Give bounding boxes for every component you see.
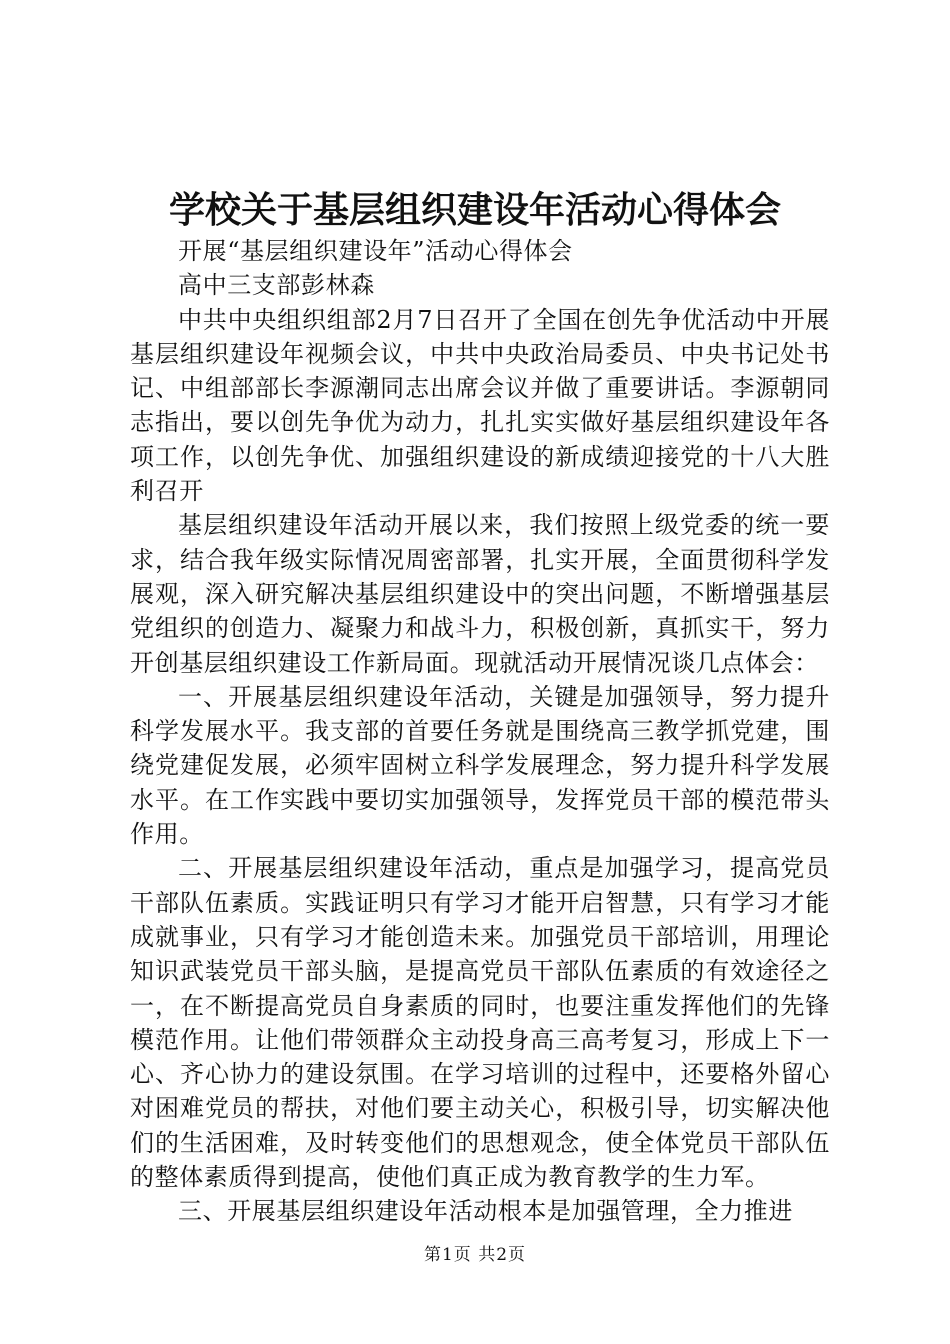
paragraph: 三、开展基层组织建设年活动根本是加强管理，全力推进 xyxy=(178,1197,793,1226)
document-body xyxy=(130,234,830,1229)
paragraph: 二、开展基层组织建设年活动，重点是加强学习，提高党员干部队伍素质。实践证明只有学习才能开启智慧，只有学习才能成就事业，只有学习才能创造未来。加强党员干部培训，用理论知识武装党员干部头脑，是提高党员干部队伍素质的有效途径之一，在不断提高党员自身素质的同时，也要注重发挥他们的先锋模范作用。让他们带领群众主动投身高三高考复习，形成上下一心、齐心协力的建设氛围。在学习培训的过程中，还要格外留心对困难党员的帮扶，对他们要主动关心，积极引导，切实解决他们的生活困难，及时转变他们的思想观念，使全体党员干部队伍的整体素质得到提高，使他们真正成为教育教学的生力军。 xyxy=(130,854,830,1192)
document-title: 学校关于基层组织建设年活动心得体会 xyxy=(168,189,781,231)
document-subtitle: 开展“基层组织建设年”活动心得体会 xyxy=(178,237,573,265)
paragraph: 中共中央组织组部2月7日召开了全国在创先争优活动中开展基层组织建设年视频会议，中共中央政治局委员、中央书记处书记、中组部部长李源潮同志出席会议并做了重要讲话。李源朝同志指出，要以创先争优为动力，扎扎实实做好基层组织建设年各项工作，以创先争优、加强组织建设的新成绩迎接党的十八大胜利召开 xyxy=(130,305,830,506)
document-author: 高中三支部彭林森 xyxy=(178,271,375,300)
paragraph: 基层组织建设年活动开展以来，我们按照上级党委的统一要求，结合我年级实际情况周密部署，扎实开展，全面贯彻科学发展观，深入研究解决基层组织建设中的突出问题，不断增强基层党组织的创造力、凝聚力和战斗力，积极创新，真抓实干，努力开创基层组织建设工作新局面。现就活动开展情况谈几点体会： xyxy=(130,511,830,677)
page-number: 第1页 共2页 xyxy=(423,1245,527,1265)
paragraph: 一、开展基层组织建设年活动，关键是加强领导，努力提升科学发展水平。我支部的首要任务就是围绕高三教学抓党建，围绕党建促发展，必须牢固树立科学发展理念，努力提升科学发展水平。在工作实践中要切实加强领导，发挥党员干部的模范带头作用。 xyxy=(130,682,830,849)
